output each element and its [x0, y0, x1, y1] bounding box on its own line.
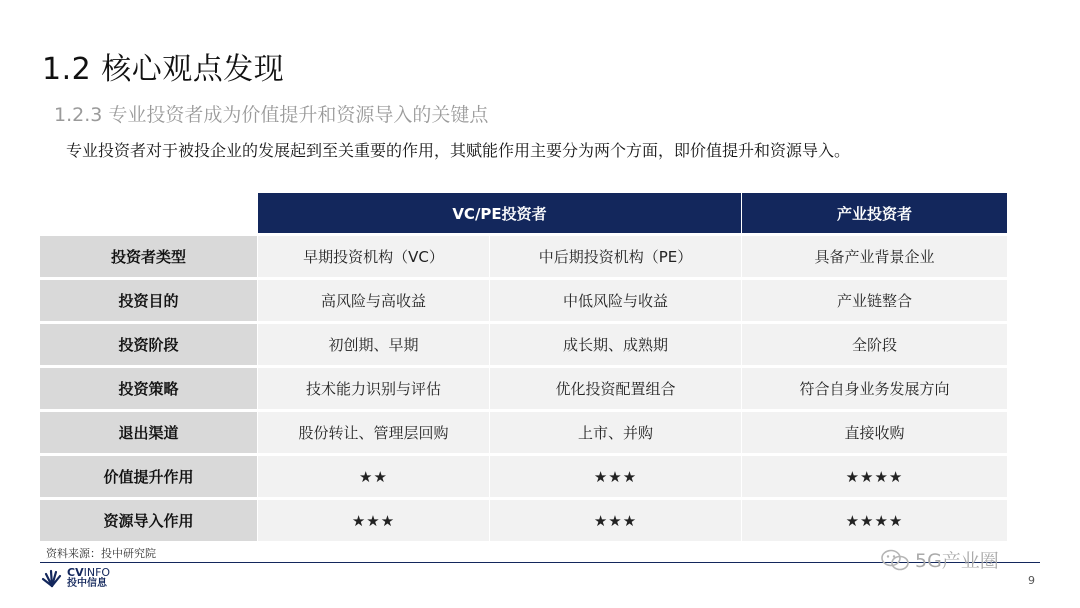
- table-cell: ★★★: [490, 500, 742, 544]
- row-label: 退出渠道: [40, 412, 258, 456]
- table-cell: 优化投资配置组合: [490, 368, 742, 412]
- table-cell: 成长期、成熟期: [490, 324, 742, 368]
- table-cell: 中低风险与收益: [490, 280, 742, 324]
- table-cell: 中后期投资机构（PE）: [490, 236, 742, 280]
- header-corner: [40, 193, 258, 236]
- table-row: [40, 324, 1008, 368]
- table-cell: 具备产业背景企业: [742, 236, 1008, 280]
- wechat-icon: [880, 548, 910, 572]
- table-cell: 符合自身业务发展方向: [742, 368, 1008, 412]
- logo-sunburst-icon: [40, 566, 64, 590]
- header-vcpe-investors: VC/PE投资者: [258, 193, 742, 236]
- cvinfo-logo: [40, 566, 110, 590]
- watermark-text: 5G产业圈: [915, 550, 999, 572]
- table-row: [40, 368, 1008, 412]
- table-cell: 产业链整合: [742, 280, 1008, 324]
- row-label: 资源导入作用: [40, 500, 258, 544]
- table-cell: 初创期、早期: [258, 324, 490, 368]
- row-label: 投资目的: [40, 280, 258, 324]
- table-cell: 上市、并购: [490, 412, 742, 456]
- table-row: [40, 280, 1008, 324]
- header-industry-investors: 产业投资者: [742, 193, 1008, 236]
- table-header-row: [40, 193, 1008, 236]
- table-row: [40, 412, 1008, 456]
- table-cell: 全阶段: [742, 324, 1008, 368]
- table-row: [40, 456, 1008, 500]
- source-note: 资料来源：投中研究院: [46, 547, 156, 560]
- page-number: 9: [1028, 574, 1035, 587]
- table-cell: 股份转让、管理层回购: [258, 412, 490, 456]
- table-cell: 早期投资机构（VC）: [258, 236, 490, 280]
- table-row: [40, 500, 1008, 544]
- row-label: 投资阶段: [40, 324, 258, 368]
- row-label: 投资者类型: [40, 236, 258, 280]
- section-subtitle: 1.2.3 专业投资者成为价值提升和资源导入的关键点: [54, 104, 489, 126]
- logo-chinese: 投中信息: [67, 578, 107, 589]
- row-label: 投资策略: [40, 368, 258, 412]
- table-cell: ★★★★: [742, 500, 1008, 544]
- intro-text: 专业投资者对于被投企业的发展起到至关重要的作用，其赋能作用主要分为两个方面，即价值提升和资源导入。: [66, 141, 851, 160]
- table-cell: 直接收购: [742, 412, 1008, 456]
- table-cell: 高风险与高收益: [258, 280, 490, 324]
- table-cell: 技术能力识别与评估: [258, 368, 490, 412]
- wechat-watermark: [880, 546, 999, 573]
- table-cell: ★★★★: [742, 456, 1008, 500]
- page-title: 1.2 核心观点发现: [42, 52, 285, 87]
- table-cell: ★★★: [258, 500, 490, 544]
- investor-comparison-table: [40, 193, 1008, 544]
- logo-english: CVINFO: [67, 566, 111, 579]
- row-label: 价值提升作用: [40, 456, 258, 500]
- table-cell: ★★: [258, 456, 490, 500]
- table-row: [40, 236, 1008, 280]
- table-cell: ★★★: [490, 456, 742, 500]
